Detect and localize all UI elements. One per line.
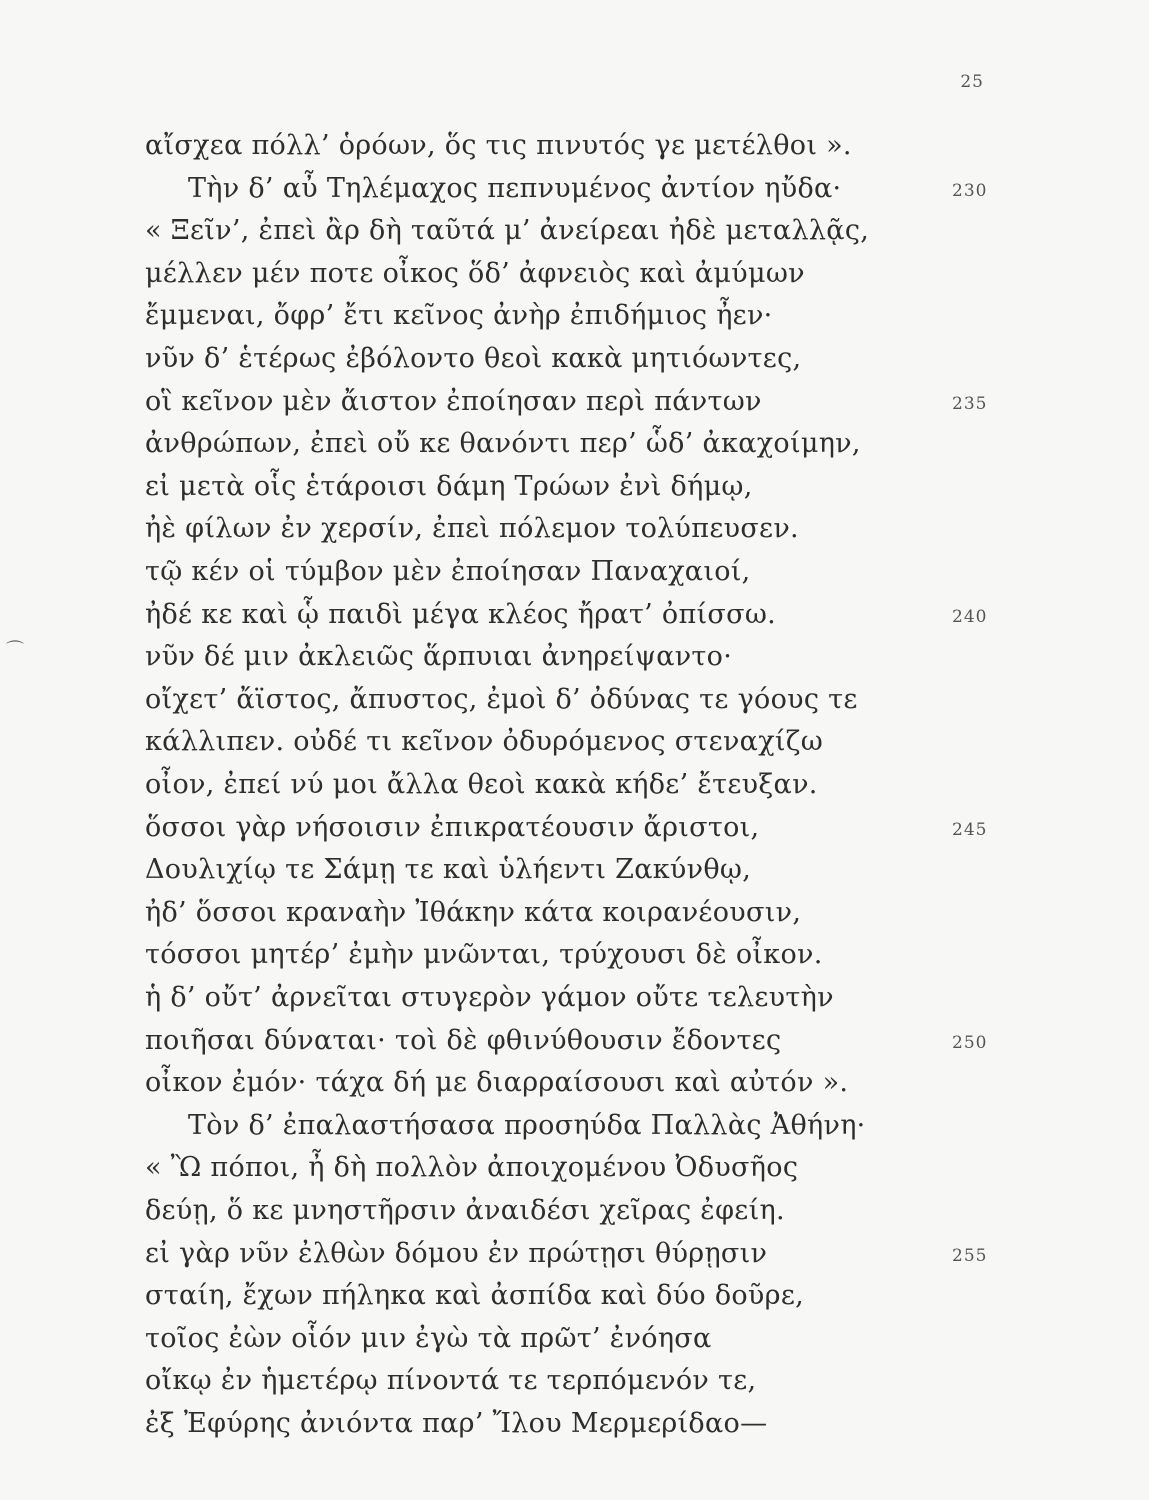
verse-line: οἴκῳ ἐν ἡμετέρῳ πίνοντά τε τερπόμενόν τε, <box>145 1365 757 1397</box>
verse-line: τοῖος ἐὼν οἷόν μιν ἐγὼ τὰ πρῶτ’ ἐνόησα <box>145 1322 712 1354</box>
line-number: 235 <box>952 393 988 414</box>
verse-line: κάλλιπεν. οὐδέ τι κεῖνον ὀδυρόμενος στεναχίζω <box>145 726 824 758</box>
verse-line: εἰ γὰρ νῦν ἐλθὼν δόμου ἐν πρώτῃσι θύρῃσιν <box>145 1237 768 1269</box>
verse-line: οἶον, ἐπεί νύ μοι ἄλλα θεοὶ κακὰ κήδε’ ἔτευξαν. <box>145 769 818 800</box>
verse-line: νῦν δ’ ἑτέρως ἐβόλοντο θεοὶ κακὰ μητιόωντες, <box>145 343 802 374</box>
verse-line: ἠδ’ ὅσσοι κραναὴν Ἰθάκην κάτα κοιρανέουσιν, <box>145 896 802 928</box>
verse-line: μέλλεν μέν ποτε οἶκος ὅδ’ ἀφνειὸς καὶ ἀμύμων <box>145 257 805 289</box>
verse-line: Δουλιχίῳ τε Σάμῃ τε καὶ ὑλήεντι Ζακύνθῳ, <box>145 854 752 886</box>
verse-line: ἀνθρώπων, ἐπεὶ οὔ κε θανόντι περ’ ὧδ’ ἀκαχοίμην, <box>145 428 861 460</box>
verse-line: ἔμμεναι, ὄφρ’ ἔτι κεῖνος ἀνὴρ ἐπιδήμιος ἦεν· <box>145 300 773 332</box>
verse-line: ἡ δ’ οὔτ’ ἀρνεῖται στυγερὸν γάμον οὔτε τελευτὴν <box>145 982 834 1013</box>
page-number: 25 <box>960 72 984 92</box>
verse-line: αἴσχεα πόλλ’ ὁρόων, ὅς τις πινυτός γε μετέλθοι ». <box>145 130 852 161</box>
line-number: 230 <box>952 180 988 201</box>
verse-line: σταίη, ἔχων πήληκα καὶ ἀσπίδα καὶ δύο δοῦρε, <box>145 1280 804 1312</box>
verse-line: οἶκον ἐμόν· τάχα δή με διαρραίσουσι καὶ αὐτόν ». <box>145 1067 849 1099</box>
verse-line: τόσσοι μητέρ’ ἐμὴν μνῶνται, τρύχουσι δὲ οἶκον. <box>145 939 823 971</box>
line-number: 245 <box>952 819 988 840</box>
verse-line: ποιῆσαι δύναται· τοὶ δὲ φθινύθουσιν ἔδοντες <box>145 1024 782 1056</box>
verse-line: οἳ κεῖνον μὲν ἄιστον ἐποίησαν περὶ πάντων <box>145 385 762 417</box>
verse-line: Τὸν δ’ ἐπαλαστήσασα προσηύδα Παλλὰς Ἀθήνη· <box>188 1109 866 1141</box>
line-number: 240 <box>952 606 988 627</box>
verse-line: δεύῃ, ὅ κε μνηστῆρσιν ἀναιδέσι χεῖρας ἐφείη. <box>145 1195 785 1226</box>
line-number: 250 <box>952 1032 988 1053</box>
verse-line: ὅσσοι γὰρ νήσοισιν ἐπικρατέουσιν ἄριστοι, <box>145 811 760 843</box>
verse-line: ἐξ Ἐφύρης ἀνιόντα παρ’ Ἴλου Μερμερίδαο— <box>145 1408 768 1439</box>
margin-mark: ⌒ <box>6 640 24 661</box>
verse-line: « Ξεῖν’, ἐπεὶ ἂρ δὴ ταῦτά μ’ ἀνείρεαι ἠδὲ μεταλλᾷς, <box>145 215 870 247</box>
verse-line: ἠὲ φίλων ἐν χερσίν, ἐπεὶ πόλεμον τολύπευσεν. <box>145 513 799 545</box>
verse-line: Τὴν δ’ αὖ Τηλέμαχος πεπνυμένος ἀντίον ηὔδα· <box>188 172 842 204</box>
verse-line: τῷ κέν οἱ τύμβον μὲν ἐποίησαν Παναχαιοί, <box>145 556 751 587</box>
verse-line: ἠδέ κε καὶ ᾧ παιδὶ μέγα κλέος ἤρατ’ ὀπίσσω. <box>145 598 777 630</box>
verse-line: εἰ μετὰ οἷς ἑτάροισι δάμη Τρώων ἐνὶ δήμῳ, <box>145 470 753 502</box>
verse-line: νῦν δέ μιν ἀκλειῶς ἅρπυιαι ἀνηρείψαντο· <box>145 641 733 673</box>
verse-line: οἴχετ’ ἄϊστος, ἄπυστος, ἐμοὶ δ’ ὀδύνας τε γόους τε <box>145 683 858 715</box>
verse-line: « Ὢ πόποι, ἦ δὴ πολλὸν ἀποιχομένου Ὀδυσῆος <box>145 1152 799 1184</box>
line-number: 255 <box>952 1245 988 1266</box>
